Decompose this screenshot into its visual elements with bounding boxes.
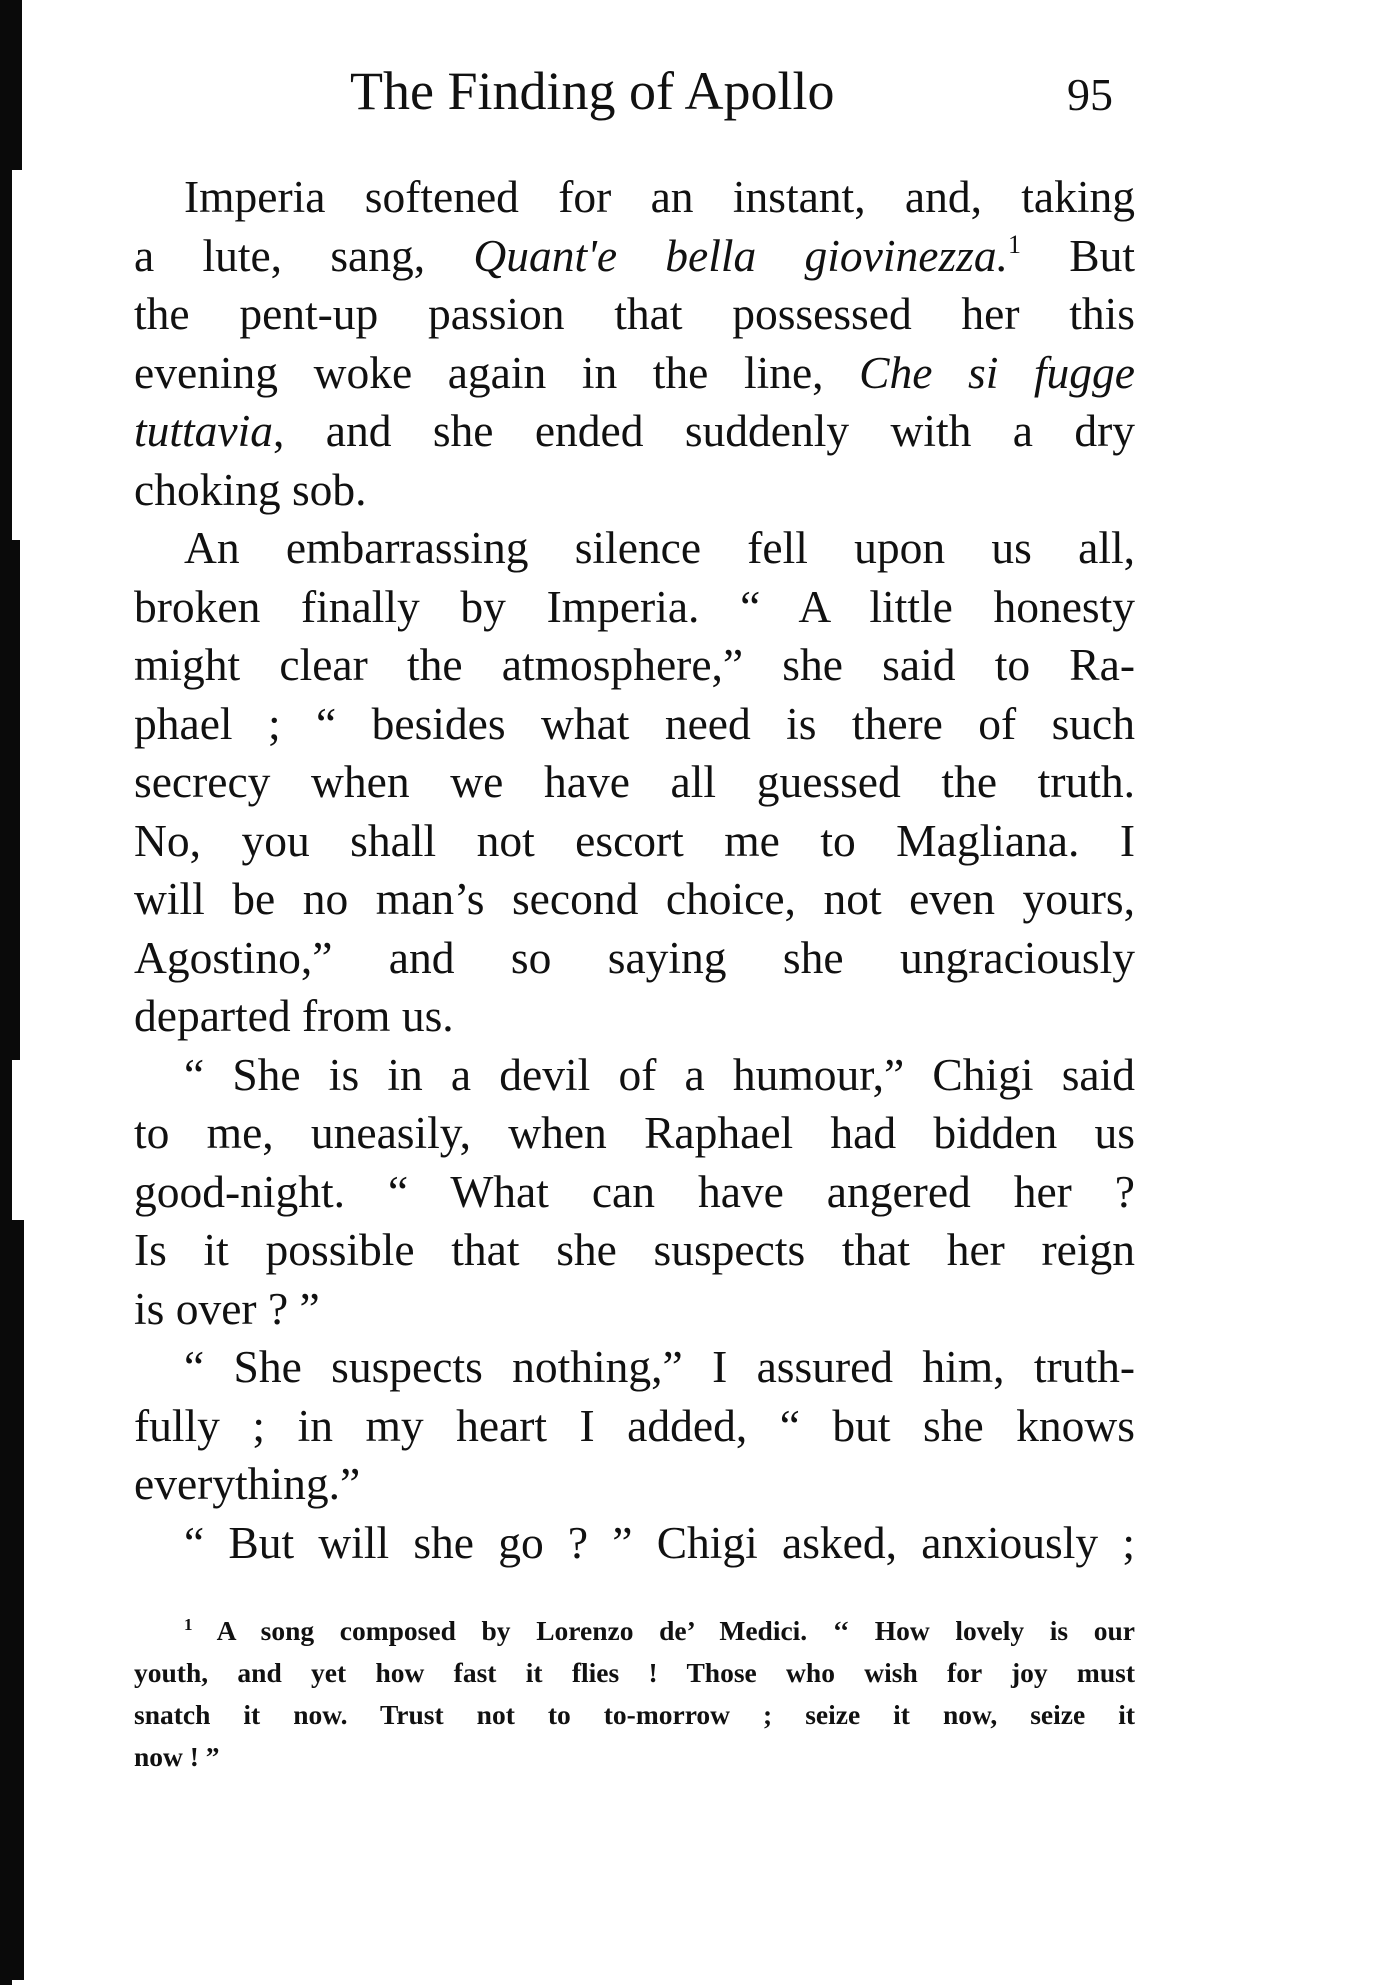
text-segment: evening woke again in the line, [134,346,860,398]
text-segment: No, you shall not escort me to Magliana. I [134,814,1135,866]
text-line [134,812,1135,871]
text-segment: broken finally by Imperia. “ A little honesty [134,580,1135,632]
scan-edge-blot [0,540,20,1060]
text-segment: phael ; “ besides what need is there of such [134,697,1135,749]
text-line [134,1455,1135,1514]
text-segment: fully ; in my heart I added, “ but she knows [134,1399,1135,1451]
text-segment: But [1021,229,1135,281]
scan-edge-blot [0,1220,24,1980]
text-segment: to me, uneasily, when Raphael had bidden us [134,1107,1135,1158]
text-line [134,1046,1135,1105]
running-title: The Finding of Apollo [350,61,835,121]
text-line [134,402,1135,461]
footnote-line [134,1652,1135,1694]
text-segment: Is it possible that she suspects that her reign [134,1224,1135,1275]
text-line [134,227,1135,286]
body-text [134,168,1135,1572]
footnote [134,1610,1135,1778]
text-segment: departed from us. [134,990,454,1041]
text-line [134,1221,1135,1280]
text-segment: “ But will she go ? ” Chigi asked, anxiously ; [184,1516,1135,1568]
text-segment: choking sob. [134,463,367,515]
text-segment: good-night. “ What can have angered her ? [134,1165,1135,1217]
scan-edge-blot [0,0,22,170]
text-line [134,987,1135,1046]
text-line [134,753,1135,812]
text-line [134,1514,1135,1573]
italic-text: Quant'e bella giovinezza. [473,229,1008,281]
text-segment: the pent-up passion that possessed her this [134,288,1135,339]
text-line [134,1104,1135,1163]
text-segment: everything.” [134,1458,361,1509]
page-number: 95 [1067,69,1113,120]
footnote-text: youth, and yet how fast it flies ! Those who wish for joy must [134,1657,1135,1688]
text-line [134,695,1135,754]
footnote-text: now ! ” [134,1741,220,1772]
italic-text: Che si fugge [859,346,1135,398]
text-segment: Agostino,” and so saying she ungraciously [134,931,1135,983]
text-segment: Imperia softened for an instant, and, taking [184,171,1135,222]
text-line [134,1163,1135,1222]
text-segment: “ She is in a devil of a humour,” Chigi said [184,1048,1135,1100]
text-line [134,519,1135,578]
text-segment: will be no man’s second choice, not even yours, [134,873,1135,924]
text-segment: , and she ended suddenly with a dry [273,405,1135,456]
footnote-text: snatch it now. Trust not to to-morrow ; seize it now, seize it [134,1699,1135,1730]
text-segment: might clear the atmosphere,” she said to Ra- [134,639,1135,690]
text-line [134,870,1135,929]
footnote-reference: 1 [1008,229,1021,259]
footnote-line [134,1694,1135,1736]
text-segment: a lute, sang, [134,229,474,281]
text-segment: is over ? ” [134,1282,320,1334]
text-segment: secrecy when we have all guessed the truth. [134,756,1135,807]
text-line [134,285,1135,344]
text-line [134,1338,1135,1397]
text-segment: “ She suspects nothing,” I assured him, truth- [184,1341,1135,1392]
text-line [134,1397,1135,1456]
text-line [134,929,1135,988]
italic-text: tuttavia [134,405,274,456]
text-line [134,636,1135,695]
text-segment: An embarrassing silence fell upon us all, [184,522,1135,573]
footnote-line [134,1610,1135,1652]
footnote-marker: 1 [184,1615,193,1634]
text-line [134,344,1135,403]
text-line [134,168,1135,227]
footnote-text: A song composed by Lorenzo de’ Medici. ‘‘ How lovely is our [216,1615,1136,1646]
text-line [134,461,1135,520]
text-line [134,1280,1135,1339]
footnote-line [134,1736,1135,1778]
running-head [134,56,1134,126]
text-line [134,578,1135,637]
